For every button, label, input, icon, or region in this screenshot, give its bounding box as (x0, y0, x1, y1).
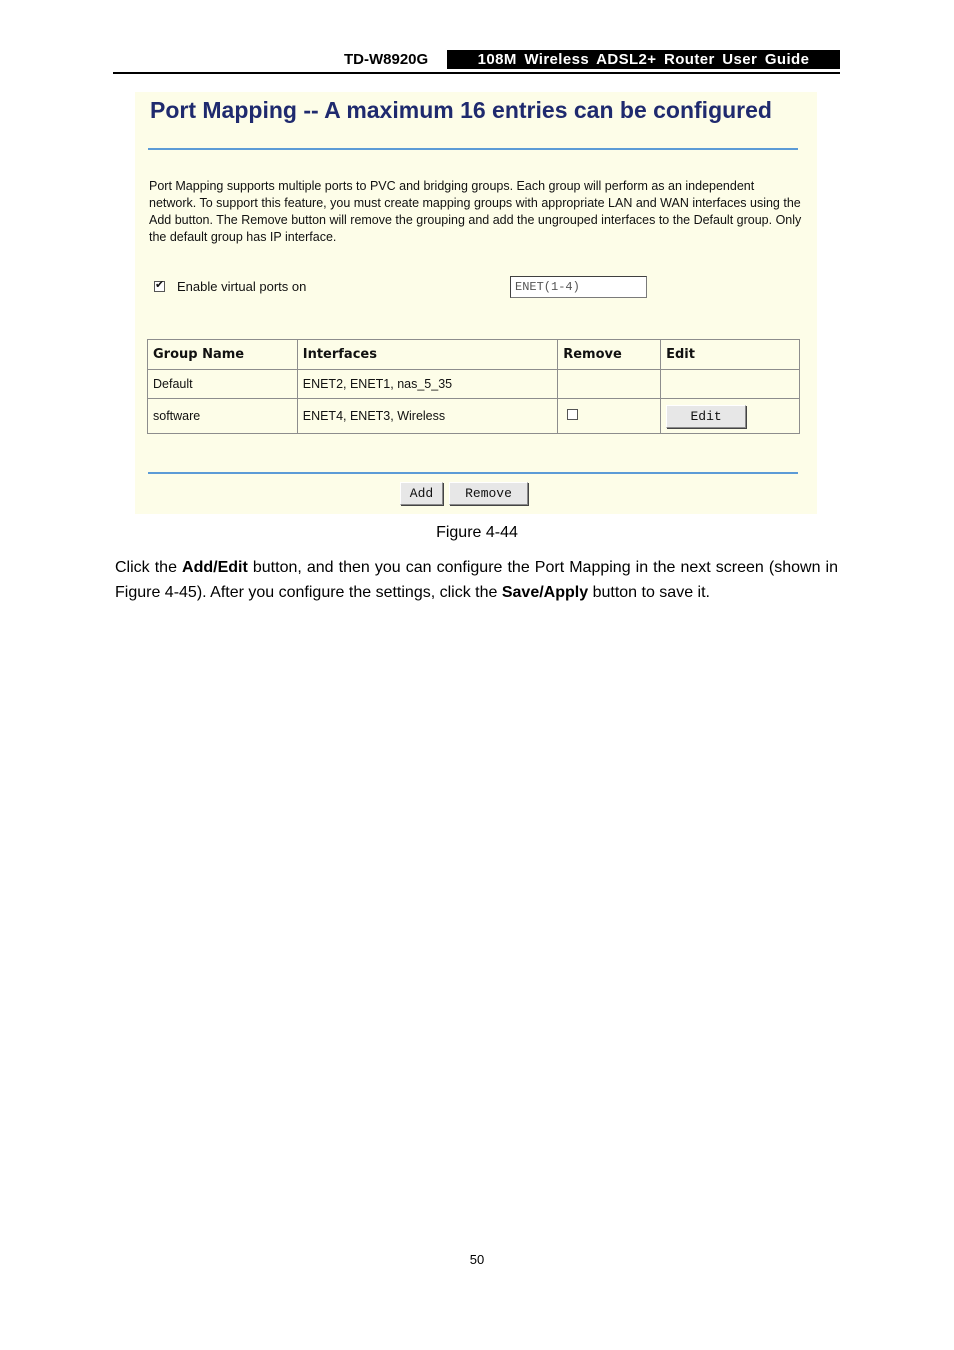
remove-cell (558, 399, 661, 434)
header-model: TD-W8920G (344, 51, 429, 68)
remove-cell (558, 370, 661, 399)
page-number: 50 (469, 1252, 485, 1267)
col-group-name: Group Name (148, 340, 298, 370)
edit-cell (661, 399, 800, 434)
edit-button[interactable]: Edit (666, 405, 746, 428)
enable-virtual-ports-checkbox[interactable] (154, 281, 165, 292)
remove-software-checkbox[interactable] (567, 409, 578, 420)
virtual-ports-row (154, 279, 306, 294)
table-row (148, 370, 800, 399)
table-row (148, 399, 800, 434)
interfaces-cell: ENET4, ENET3, Wireless (297, 399, 557, 434)
table-header-row (148, 340, 800, 370)
router-screenshot (135, 92, 817, 514)
add-button[interactable]: Add (400, 482, 443, 505)
col-edit: Edit (661, 340, 800, 370)
remove-button[interactable]: Remove (449, 482, 528, 505)
col-remove: Remove (558, 340, 661, 370)
bottom-divider (148, 472, 798, 474)
group-name-cell: Default (148, 370, 298, 399)
para-text-2: button, and then you can configure the Port Mapping in the next screen (shown in Figure 4-45). After you configure the settings, click the (115, 559, 838, 601)
col-interfaces: Interfaces (297, 340, 557, 370)
top-divider (148, 148, 798, 150)
port-mapping-table (147, 339, 800, 434)
para-text-1: Click the (115, 559, 183, 576)
virtual-ports-field[interactable]: ENET(1-4) (510, 276, 647, 298)
para-bold-save-apply: Save/Apply (501, 584, 589, 601)
header-title: 108M Wireless ADSL2+ Router User Guide (447, 50, 840, 69)
body-paragraph (115, 555, 838, 605)
edit-cell (661, 370, 800, 399)
port-mapping-title: Port Mapping -- A maximum 16 entries can be configured (150, 97, 772, 123)
para-text-3: button to save it. (588, 584, 710, 601)
page-header (113, 50, 840, 74)
port-mapping-description: Port Mapping supports multiple ports to PVC and bridging groups. Each group will perform as an independent network. To support this feature, you must create mapping groups with appropriate LAN and WAN interfaces using the Add button. The Remove button will remove the grouping and add the ungrouped interfaces to the Default group. Only the default group has IP interface. (149, 179, 802, 244)
figure-caption: Figure 4-44 (436, 524, 518, 541)
interfaces-cell: ENET2, ENET1, nas_5_35 (297, 370, 557, 399)
group-name-cell: software (148, 399, 298, 434)
enable-virtual-ports-label: Enable virtual ports on (177, 279, 307, 294)
para-bold-add-edit: Add/Edit (182, 559, 248, 576)
